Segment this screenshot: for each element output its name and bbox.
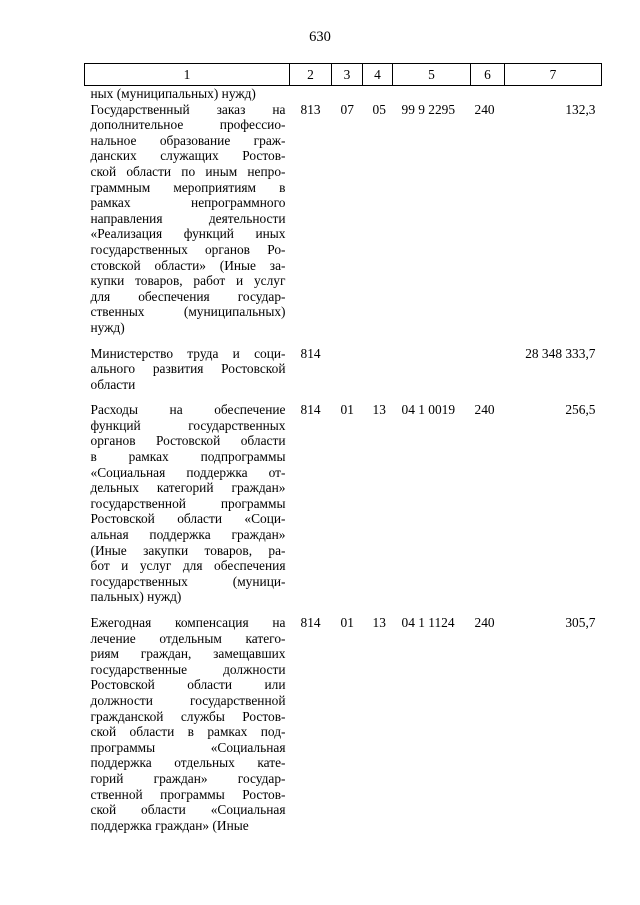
column-header-3: 3 [332, 64, 363, 86]
description-line: дополнительное профессио- [90, 117, 286, 133]
description-line: дельных категорий граждан» [90, 480, 286, 496]
description-line: гражданской службы Ростов- [90, 708, 286, 724]
description-line: государственных органов Ро- [90, 241, 286, 257]
description-line: стовской области» (Иные за- [90, 257, 286, 273]
description-line: Министерство труда и соци- [90, 345, 286, 361]
description-line: купки товаров, работ и услуг [90, 273, 286, 289]
cell-amount: 305,7 [565, 615, 596, 630]
cell-amount [505, 86, 602, 102]
page-number: 630 [309, 29, 331, 45]
description-line: горий граждан» государ- [90, 770, 286, 786]
cell-expense-type [471, 86, 505, 102]
column-header-5: 5 [393, 64, 471, 86]
cell-section [332, 86, 363, 102]
description-line: ственных (муниципальных) [90, 304, 286, 320]
description-line: пальных) нужд) [90, 589, 182, 605]
column-number-row [85, 64, 602, 86]
description-line: государственных (муници- [90, 573, 286, 589]
description-line: направления деятельности [90, 210, 286, 226]
cell-subsection: 05 [372, 101, 386, 117]
description-line: ской области в рамках под- [90, 724, 286, 740]
description-line: ственной программы Ростов- [90, 786, 286, 802]
budget-table [84, 63, 602, 833]
description-line: Ежегодная компенсация на [90, 615, 286, 630]
description-line: программы «Социальная [90, 739, 286, 755]
row-description [85, 102, 290, 346]
cell-section: 07 [340, 101, 354, 117]
column-header-6: 6 [471, 64, 505, 86]
description-line: риям граждан, замещавших [90, 646, 286, 662]
cell-subsection [363, 86, 393, 102]
cell-section [332, 346, 363, 403]
cell-amount: 256,5 [565, 402, 596, 418]
description-line: данских служащих Ростов- [90, 148, 286, 164]
cell-expense-type: 240 [474, 402, 495, 418]
description-line: нужд) [90, 319, 125, 335]
cell-target-article: 04 1 1124 [401, 615, 455, 630]
cell-target-article: 99 9 2295 [401, 101, 456, 117]
cell-section: 01 [340, 402, 354, 418]
table-row [85, 615, 602, 833]
cell-ministry-code: 814 [300, 615, 321, 630]
column-header-2: 2 [290, 64, 332, 86]
cell-ministry-code [290, 86, 332, 102]
description-line: граммным мероприятиям в [90, 179, 286, 195]
table-row [85, 346, 602, 403]
description-line: государственные должности [90, 661, 286, 677]
cell-target-article [393, 86, 471, 102]
description-line: ской области «Социальная [90, 802, 286, 818]
description-line: Расходы на обеспечение [90, 402, 286, 418]
description-line: должности государственной [90, 692, 286, 708]
description-line: государственной программы [90, 495, 286, 511]
column-header-1: 1 [85, 64, 290, 86]
row-description [85, 346, 290, 403]
description-line: поддержка граждан» (Иные [90, 817, 249, 833]
description-line: Ростовской области «Соци- [90, 511, 286, 527]
description-line: рамках непрограммного [90, 195, 286, 211]
table-row [85, 102, 602, 346]
description-line: области [90, 376, 136, 392]
description-line: альная поддержка граждан» [90, 527, 286, 543]
cell-subsection [363, 346, 393, 403]
description-line: бот и услуг для обеспечения [90, 558, 286, 574]
column-header-4: 4 [363, 64, 393, 86]
cell-section: 01 [340, 615, 354, 630]
description-line: «Реализация функций иных [90, 226, 286, 242]
table-row [85, 402, 602, 615]
cell-expense-type: 240 [474, 101, 495, 117]
description-line: «Социальная поддержка от- [90, 464, 286, 480]
cell-ministry-code: 814 [300, 345, 321, 361]
cell-subsection: 13 [372, 615, 386, 630]
cell-ministry-code: 813 [300, 101, 321, 117]
cell-ministry-code: 814 [300, 402, 321, 418]
description-line: нальное образование граж- [90, 132, 286, 148]
description-line: в рамках подпрограммы [90, 449, 286, 465]
cell-subsection: 13 [372, 402, 386, 418]
description-line: лечение отдельным катего- [90, 630, 286, 646]
cell-expense-type [471, 346, 505, 403]
description-line: поддержка отдельных кате- [90, 755, 286, 771]
description-line: ных (муниципальных) нужд) [90, 86, 256, 101]
description-line: для обеспечения государ- [90, 288, 286, 304]
description-line: органов Ростовской области [90, 433, 286, 449]
cell-amount: 28 348 333,7 [525, 345, 596, 361]
description-line: Государственный заказ на [90, 101, 286, 117]
description-line: (Иные закупки товаров, ра- [90, 542, 286, 558]
row-description [85, 615, 290, 833]
row-description [85, 86, 290, 102]
description-line: Ростовской области или [90, 677, 286, 693]
cell-target-article [393, 346, 471, 403]
description-line: функций государственных [90, 417, 286, 433]
cell-target-article: 04 1 0019 [401, 402, 456, 418]
row-description [85, 402, 290, 615]
cell-amount: 132,3 [565, 101, 596, 117]
table-row [85, 86, 602, 102]
description-line: ской области по иным непро- [90, 163, 286, 179]
description-line: ального развития Ростовской [90, 361, 286, 377]
cell-expense-type: 240 [474, 615, 495, 630]
column-header-7: 7 [505, 64, 602, 86]
